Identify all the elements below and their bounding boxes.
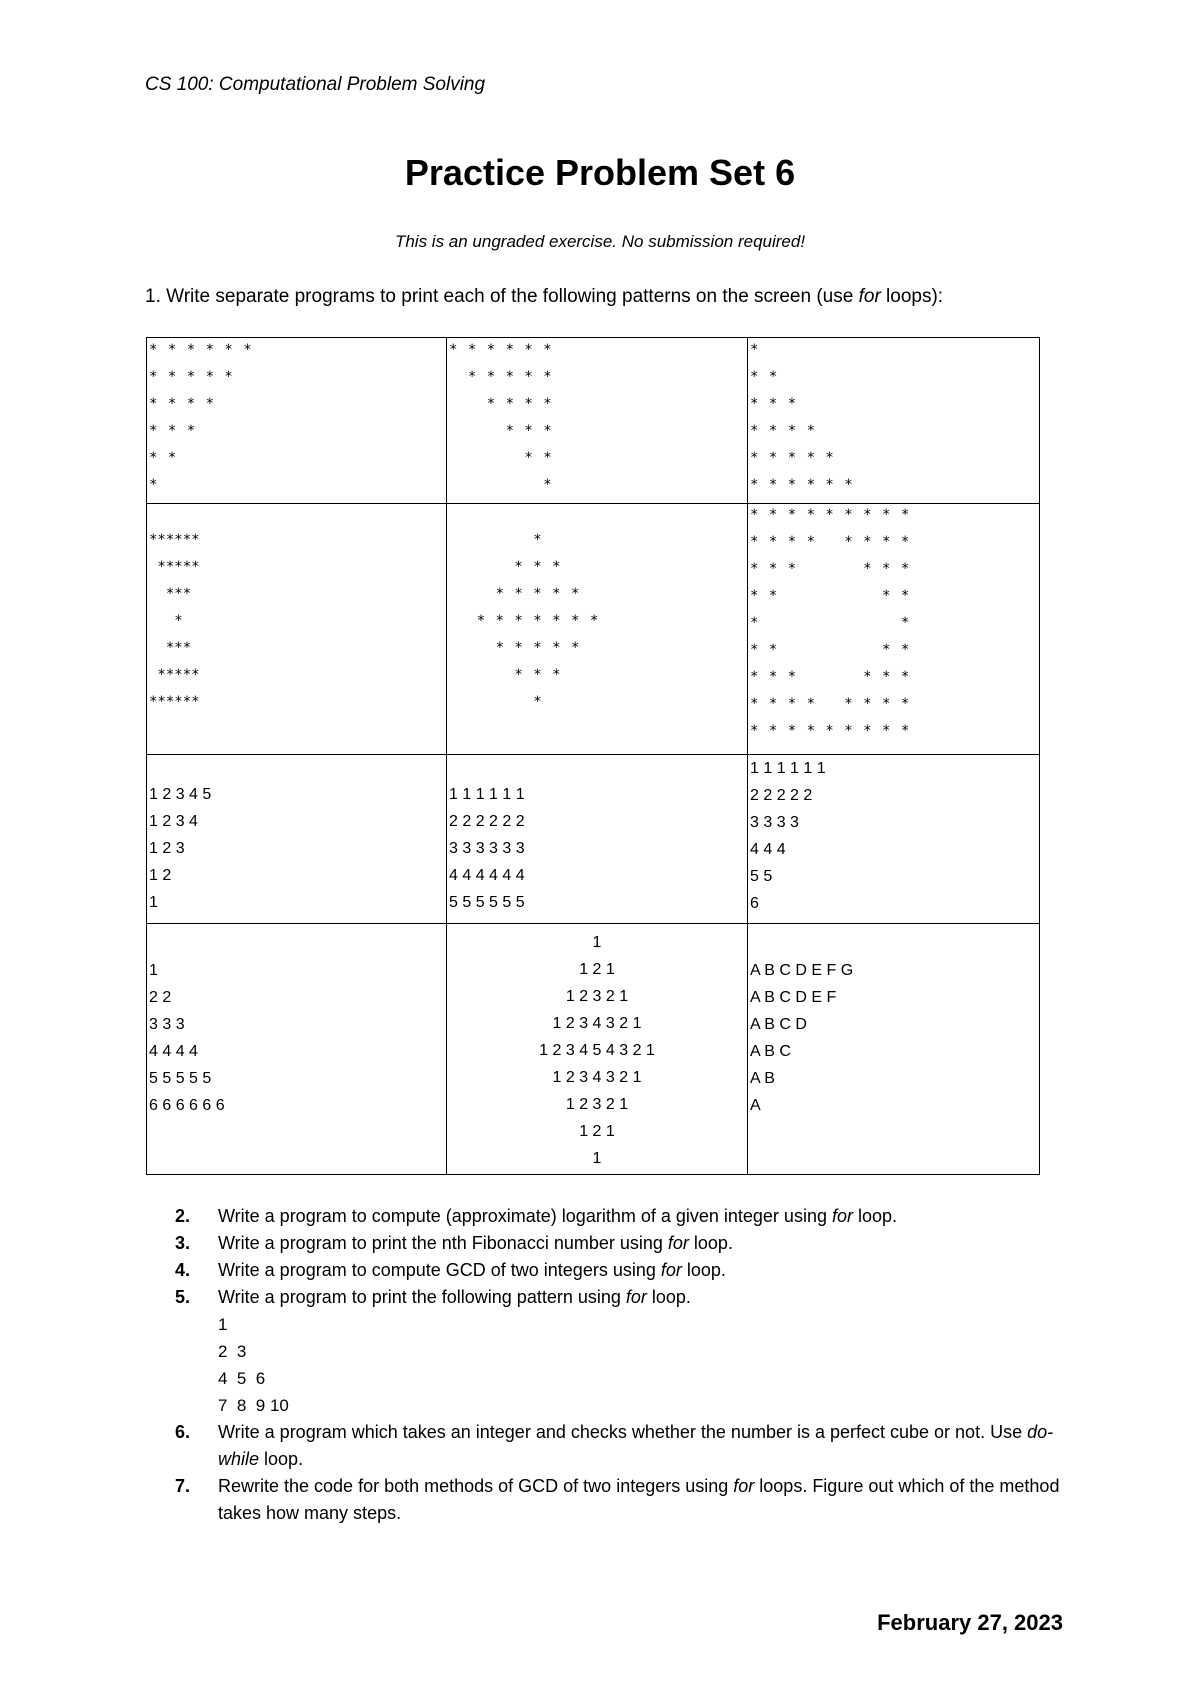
pattern-2: * * * * * * * * * * * * * * * * * * * * * [449, 342, 553, 493]
pattern-cell [147, 924, 447, 1175]
pattern-5: * * * * * * * * * * * * * * * * * * * * * * * * * [476, 532, 600, 710]
pattern-cell [748, 338, 1040, 504]
pattern-12: A B C D E F G A B C D E F A B C D A B C A B A [750, 962, 854, 1114]
question-keyword: for [831, 1206, 853, 1226]
question-keyword: for [625, 1287, 647, 1307]
pattern-cell [447, 755, 748, 924]
question-number: 6. [175, 1422, 191, 1442]
subtitle: This is an ungraded exercise. No submission required! [394, 232, 806, 251]
pattern-7: 1 2 3 4 5 1 2 3 4 1 2 3 1 2 1 [149, 786, 212, 911]
pattern-cell [147, 504, 447, 755]
question-text-end: loop. [852, 1206, 898, 1226]
question-1-keyword: for [858, 286, 881, 307]
question-item [175, 1473, 1075, 1527]
question-keyword: for [667, 1233, 689, 1253]
question-keyword: for [660, 1260, 682, 1280]
question-number: 2. [175, 1206, 191, 1226]
question-item [175, 1230, 1075, 1257]
page-title: Practice Problem Set 6 [404, 152, 796, 193]
question-1-suffix: loops): [880, 286, 944, 307]
pattern-cell [748, 755, 1040, 924]
pattern-cell [447, 338, 748, 504]
question-number: 3. [175, 1233, 191, 1253]
pattern-3: * * * * * * * * * * * * * * * * * * * * * [750, 342, 854, 493]
question-number: 4. [175, 1260, 191, 1280]
question-keyword: do-while [218, 1422, 1054, 1469]
question-text: Write a program to print the following pattern using [218, 1287, 626, 1307]
question-text-end: loop. [259, 1449, 304, 1469]
question-text: Write a program which takes an integer and checks whether the number is a perfect cube or not. Use [218, 1422, 1028, 1442]
question-text-end: loop. [681, 1260, 726, 1280]
pattern-10: 1 2 2 3 3 3 4 4 4 4 5 5 5 5 5 6 6 6 6 6 6 [149, 962, 225, 1114]
pattern-cell [447, 504, 748, 755]
question-text: Write a program to print the nth Fibonacci number using [218, 1233, 668, 1253]
question-text-end: loop. [688, 1233, 733, 1253]
question-text-end: loops. Figure out which of the method takes how many steps. [218, 1476, 1060, 1523]
question-number: 5. [175, 1287, 191, 1307]
question-5-pattern: 1 2 3 4 5 6 7 8 9 10 [218, 1315, 289, 1415]
pattern-cell [147, 755, 447, 924]
question-number: 7. [175, 1476, 191, 1496]
question-1 [145, 286, 943, 308]
question-item [175, 1284, 1075, 1419]
question-1-prefix: 1. Write separate programs to print each of the following patterns on the screen (use [145, 286, 859, 307]
pattern-11: 1 1 2 1 1 2 3 2 1 1 2 3 4 3 2 1 1 2 3 4 5 4 3 2 1 1 2 3 4 3 2 1 1 2 3 2 1 1 2 1 1 [539, 934, 655, 1167]
question-item [175, 1203, 1075, 1230]
course-header: CS 100: Computational Problem Solving [145, 74, 486, 95]
pattern-4: ****** ***** *** * *** ***** ****** [149, 532, 200, 710]
question-item [175, 1419, 1075, 1473]
pattern-1: * * * * * * * * * * * * * * * * * * * * * [149, 342, 253, 493]
pattern-cell [748, 924, 1040, 1175]
question-list [175, 1203, 1075, 1527]
pattern-9: 1 1 1 1 1 1 2 2 2 2 2 3 3 3 3 4 4 4 5 5 6 [750, 760, 826, 912]
pattern-6: * * * * * * * * * * * * * * * * * * * * * * * * * * * * * * * * * * * * * * * * * * * * * * * * * * * * * * * * [750, 507, 911, 739]
question-text: Write a program to compute (approximate) logarithm of a given integer using [218, 1206, 832, 1226]
pattern-cell [748, 504, 1040, 755]
question-text-end: loop. [646, 1287, 691, 1307]
pattern-cell [447, 924, 748, 1175]
question-text: Rewrite the code for both methods of GCD of two integers using [218, 1476, 734, 1496]
pattern-cell [147, 338, 447, 504]
pattern-8: 1 1 1 1 1 1 2 2 2 2 2 2 3 3 3 3 3 3 4 4 4 4 4 4 5 5 5 5 5 5 [449, 786, 525, 911]
pattern-table [146, 337, 1040, 1175]
question-keyword: for [733, 1476, 755, 1496]
footer-date: February 27, 2023 [877, 1610, 1063, 1635]
question-item [175, 1257, 1075, 1284]
question-text: Write a program to compute GCD of two integers using [218, 1260, 661, 1280]
